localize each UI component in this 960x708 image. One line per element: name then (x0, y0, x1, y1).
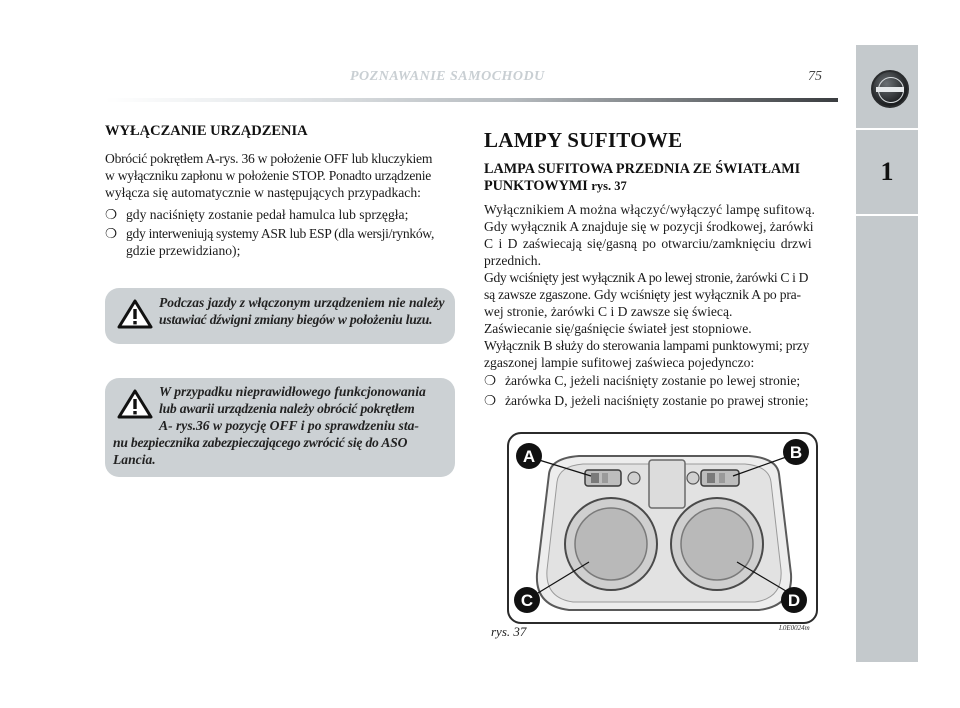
text-line: zgaszonej lampie sufitowej zaświeca pojedynczo: (484, 355, 755, 370)
chapter-number: 1 (856, 130, 918, 214)
text-line: są zawsze zgaszone. Gdy wciśnięty jest wyłącznik A po pra- (484, 287, 801, 302)
callout-label-a (516, 443, 542, 469)
text-line: Gdy wyłącznik A znajduje się w pozycji środkowej, żarówki (484, 219, 814, 234)
tab-divider (856, 214, 918, 216)
text-line: wyłącza się automatycznie w następujących przypadkach: (105, 185, 421, 200)
text-line: w wyłączniku zapłonu w położenie STOP. Ponadto urządzenie (105, 168, 432, 183)
text-line: przednich. (484, 253, 541, 268)
list-item-text: gdzie przewidziano); (126, 243, 241, 258)
text-line: W przypadku nieprawidłowego funkcjonowania (159, 384, 426, 399)
figure-caption: rys. 37 (491, 624, 527, 639)
text-line: nu bezpiecznika zabezpieczającego zwrócić się do ASO (113, 435, 408, 450)
text-line: Obrócić pokrętłem A-rys. 36 w położenie OFF lub kluczykiem (105, 151, 433, 166)
list-item (105, 206, 465, 223)
figure-code: L0E0024m (779, 624, 810, 632)
list-item (105, 225, 465, 259)
callout-label-b (783, 439, 809, 465)
section-heading: LAMPY SUFITOWE (484, 128, 683, 152)
callout-label-d (781, 587, 807, 613)
page-number: 75 (808, 69, 822, 84)
figure-ceiling-lamp (507, 432, 818, 624)
text-line: Podczas jazdy z włączonym urządzeniem nie należy (159, 295, 445, 310)
warning-triangle-icon (117, 298, 153, 330)
ceiling-lamp-illustration (509, 434, 816, 622)
list-item-text: gdy interweniują systemy ASR lub ESP (dla wersji/rynków, (126, 226, 435, 241)
text-line: wej stronie, żarówki C i D zawsze się świecą. (484, 304, 733, 319)
callout-text: B (789, 443, 803, 462)
paragraph (484, 201, 838, 371)
callout-text: C (520, 591, 534, 610)
warning-text (113, 434, 449, 468)
text-line: Gdy wciśnięty jest wyłącznik A po lewej stronie, żarówki C i D (484, 270, 809, 285)
text-line (484, 178, 844, 195)
callout-text: A (522, 447, 536, 466)
warning-triangle-icon (117, 388, 153, 420)
bullet-marker: ❍ (105, 207, 118, 222)
bullet-marker: ❍ (484, 373, 497, 388)
list-item (484, 372, 844, 389)
warning-text (159, 383, 447, 434)
bullet-marker: ❍ (484, 393, 497, 408)
warning-box (105, 288, 455, 344)
text-line: lub awarii urządzenia należy obrócić pokrętłem (159, 401, 415, 416)
warning-box (105, 378, 455, 477)
bullet-marker: ❍ (105, 226, 118, 241)
text-line: LAMPA SUFITOWA PRZEDNIA ZE ŚWIATŁAMI (484, 161, 801, 177)
chapter-tab-logo-area (856, 45, 918, 128)
text-line: C i D zaświecają się/gasną po otwarciu/zamknięciu drzwi (484, 236, 812, 251)
text-line: A- rys.36 w pozycję OFF i po sprawdzeniu sta- (159, 418, 419, 433)
text-line: Zaświecanie się/gaśnięcie świateł jest stopniowe. (484, 321, 752, 336)
logo-banner (876, 87, 904, 92)
header-rule (105, 98, 838, 102)
lancia-logo-icon (871, 70, 909, 108)
callout-label-c (514, 587, 540, 613)
callout-text: D (787, 591, 801, 610)
text-line: Lancia. (113, 452, 156, 467)
list-item-text: gdy naciśnięty zostanie pedał hamulca lub sprzęgła; (126, 207, 409, 222)
text-line: Wyłącznikiem A można włączyć/wyłączyć lampę sufitową. (484, 202, 815, 217)
text-line: Wyłącznik B służy do sterowania lampami punktowymi; przy (484, 338, 810, 353)
list-item-text: żarówka C, jeżeli naciśnięty zostanie po lewej stronie; (505, 373, 801, 388)
subsection-heading (484, 161, 844, 195)
text-line: ustawiać dźwigni zmiany biegów w położeniu luzu. (159, 312, 433, 327)
list-item-text: żarówka D, jeżeli naciśnięty zostanie po prawej stronie; (505, 393, 809, 408)
warning-text (159, 294, 449, 328)
section-heading: WYŁĄCZANIE URZĄDZENIA (105, 123, 308, 139)
paragraph (105, 150, 461, 201)
running-header-title: POZNAWANIE SAMOCHODU (350, 69, 545, 84)
figure-reference: rys. 37 (591, 179, 627, 193)
list-item (484, 392, 844, 409)
subheading-text: PUNKTOWYMI (484, 178, 588, 194)
chapter-side-tab (856, 45, 918, 662)
